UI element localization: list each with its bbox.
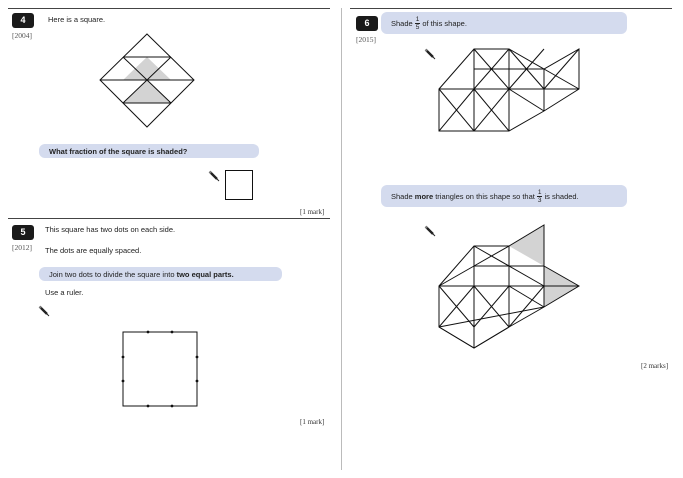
fraction-numerator: 1 [415, 15, 420, 23]
question-intro: This square has two dots on each side. [45, 225, 176, 234]
q6-mark: [2 marks] [641, 362, 669, 370]
question-text: The dots are equally spaced. [45, 246, 142, 255]
prompt-emphasis: more [414, 191, 434, 201]
prompt-text: triangles on this shape so that [433, 191, 535, 201]
q4-mark: [1 mark] [300, 208, 325, 216]
q5-mark: [1 mark] [300, 418, 325, 426]
question-number-4: 4 [12, 13, 34, 28]
question-number-5: 5 [12, 225, 34, 240]
prompt-emphasis: two equal parts. [176, 269, 234, 279]
prompt-text: Shade [391, 191, 415, 201]
prompt-text: is shaded. [544, 191, 579, 201]
question-year: [2012] [12, 243, 32, 252]
prompt-text: Join two dots to divide the square into [49, 269, 177, 279]
q4-prompt: What fraction of the square is shaded? [39, 144, 259, 158]
fraction-denominator: 3 [537, 196, 542, 204]
instruction-text: Use a ruler. [45, 288, 84, 297]
question-year: [2004] [12, 31, 32, 40]
prompt-text: of this shape. [422, 18, 467, 28]
question-intro: Here is a square. [48, 15, 106, 24]
fraction-numerator: 1 [537, 188, 542, 196]
fraction-denominator: 5 [415, 23, 420, 31]
question-number-6: 6 [356, 16, 378, 31]
prompt-text: Shade [391, 18, 413, 28]
question-year: [2015] [356, 35, 376, 44]
